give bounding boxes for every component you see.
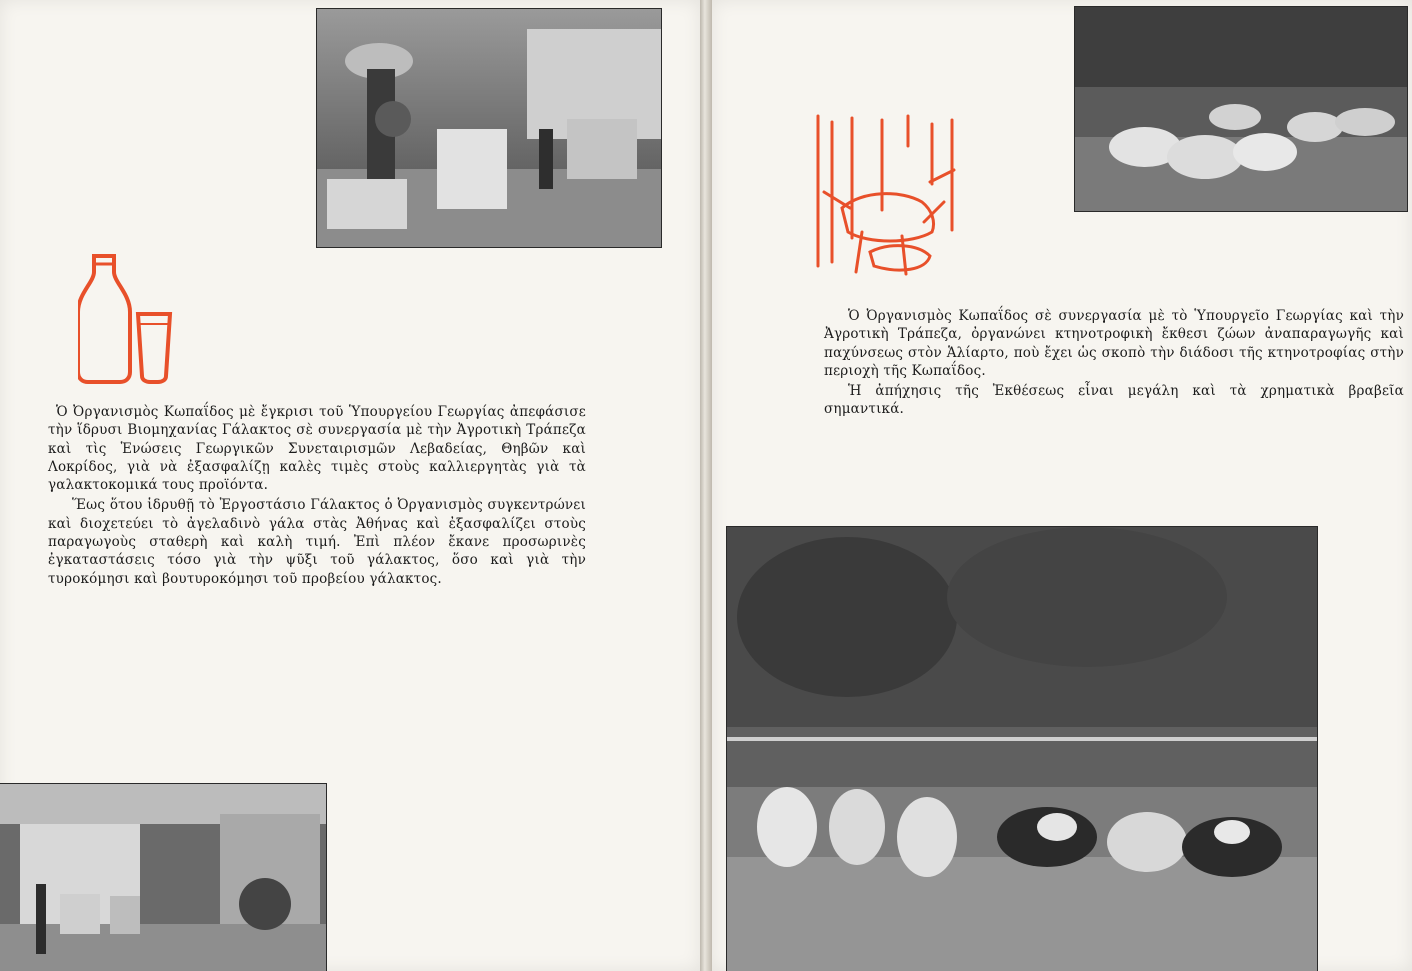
cattle-exhibition-photo bbox=[726, 526, 1318, 971]
left-page bbox=[0, 0, 700, 971]
left-body-text bbox=[48, 403, 586, 590]
right-body-text bbox=[824, 307, 1404, 421]
book-gutter bbox=[700, 0, 712, 971]
right-page bbox=[712, 0, 1412, 971]
paragraph: Ἕως ὅτου ἱδρυθῇ τὸ Ἐργοστάσιο Γάλακτος ὁ Ὀργανισμὸς συγκεντρώνει καὶ διοχετεύει τὸ ἀγελαδινὸ γάλα στὰς Ἀθήνας καὶ ἐξασφαλίζει στοὺς παραγωγοὺς σταθερὴ καὶ καλὴ τιμή. Ἐπὶ πλέον ἔκανε προσωρινὲς ἐγκαταστάσεις τόσο γιὰ τὴν ψῦξι τοῦ γάλακτος, ὅσο καὶ γιὰ τὴν τυροκόμησι καὶ βουτυροκόμησι τοῦ προβείου γάλακτος. bbox=[48, 497, 586, 587]
creamery-machinery-photo bbox=[316, 8, 662, 248]
milk-bottle-and-glass-illustration bbox=[78, 252, 178, 384]
paragraph: Ὁ Ὀργανισμὸς Κωπαΐδος μὲ ἔγκρισι τοῦ Ὑπουργείου Γεωργίας ἀπεφάσισε τὴν ἵδρυσι Βιομηχανίας Γάλακτος σὲ συνεργασία μὲ τὴν Ἀγροτικὴ Τράπεζα καὶ τὶς Ἑνώσεις Γεωργικῶν Συνεταιρισμῶν Λεβαδείας, Θηβῶν καὶ Λοκρίδος, γιὰ νὰ ἐξασφαλίζῃ καλὲς τιμὲς στοὺς καλλιεργητὰς γιὰ τὰ γαλακτοκομικά τους προϊόντα. bbox=[48, 404, 586, 494]
animals-sketch-illustration bbox=[812, 112, 964, 284]
sheep-exhibition-photo bbox=[1074, 6, 1408, 212]
paragraph: Ἡ ἀπήχησις τῆς Ἐκθέσεως εἶναι μεγάλη καὶ τὰ χρηματικὰ βραβεῖα σημαντικά. bbox=[824, 383, 1404, 418]
dairy-interior-photo bbox=[0, 783, 327, 971]
paragraph: Ὁ Ὀργανισμὸς Κωπαΐδος σὲ συνεργασία μὲ τὸ Ὑπουργεῖο Γεωργίας καὶ τὴν Ἀγροτικὴ Τράπεζα, ὀργανώνει κτηνοτροφικὴ ἔκθεσι ζώων ἀναπαραγωγῆς καὶ παχύνσεως στὸν Ἁλίαρτο, ποὺ ἔχει ὡς σκοπὸ τὴν διάδοσι τῆς κτηνοτροφίας στὴν περιοχὴ τῆς Κωπαΐδος. bbox=[824, 308, 1404, 379]
